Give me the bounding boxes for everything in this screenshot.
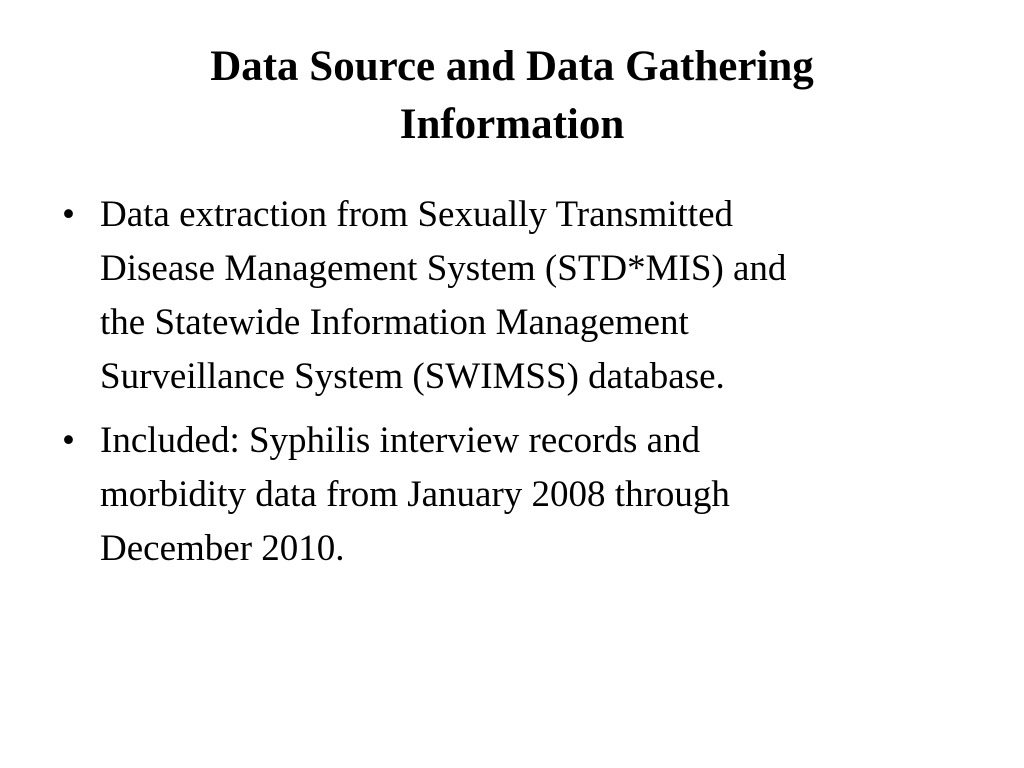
slide-title <box>60 38 964 154</box>
slide-title-line: Information <box>399 101 625 148</box>
bullet-line: Included: Syphilis interview records and <box>100 420 701 461</box>
bullet-line: December 2010. <box>100 528 345 569</box>
bullet-line: Disease Management System (STD*MIS) and <box>100 248 787 289</box>
bullet-line: Data extraction from Sexually Transmitted <box>100 194 733 235</box>
slide-title-line: Data Source and Data Gathering <box>210 43 814 90</box>
bullet-item <box>62 414 962 576</box>
bullet-text <box>100 414 962 576</box>
bullet-line: the Statewide Information Management <box>100 302 689 343</box>
bullet-list <box>62 188 962 586</box>
bullet-icon: • <box>62 420 75 461</box>
bullet-line: Surveillance System (SWIMSS) database. <box>100 356 725 397</box>
bullet-item <box>62 188 962 404</box>
bullet-text <box>100 188 962 404</box>
bullet-icon: • <box>62 194 75 235</box>
bullet-line: morbidity data from January 2008 through <box>100 474 730 515</box>
